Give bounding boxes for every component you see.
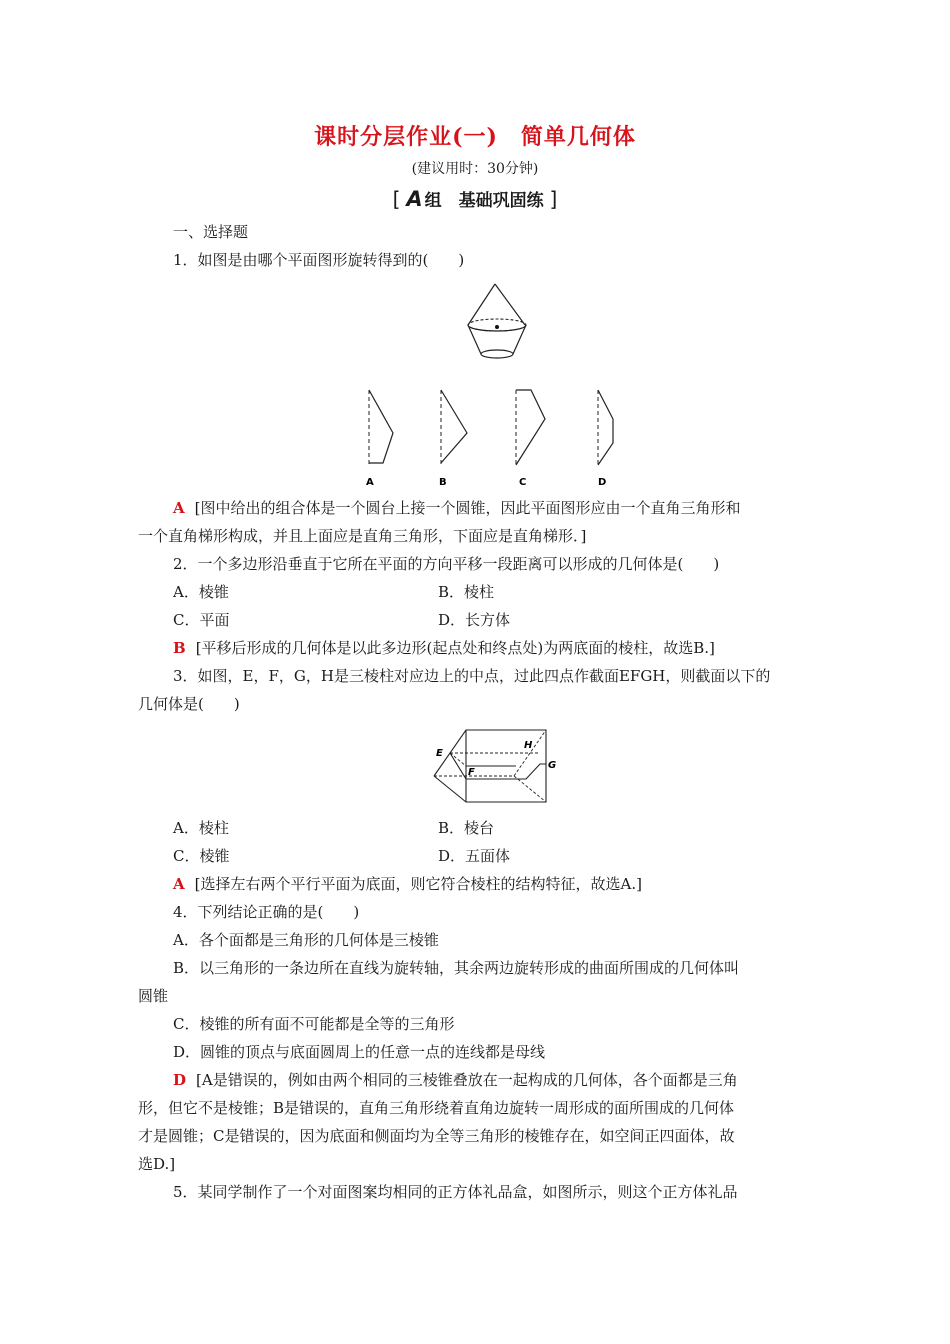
q3-option-c: C．棱锥 [173, 847, 230, 865]
q1-answer: A [173, 499, 185, 517]
q4-option-c: C．棱锥的所有面不可能都是全等的三角形 [173, 1015, 455, 1033]
q4-answer: D [173, 1071, 187, 1089]
q1-solid-figure [462, 282, 532, 366]
group-heading [0, 186, 950, 211]
q2-option-a: A．棱锥 [173, 583, 229, 601]
q4-explain-line-2: 形，但它不是棱锥；B是错误的，直角三角形绕着直角边旋转一周形成的面所围成的几何体 [138, 1099, 735, 1117]
q3-label-e: E [436, 748, 443, 759]
group-label: 组 基础巩固练 [424, 191, 544, 211]
q2-option-d: D．长方体 [438, 611, 511, 629]
q2-option-c: C．平面 [173, 611, 230, 629]
q5-stem: 5．某同学制作了一个对面图案均相同的正方体礼品盒，如图所示，则这个正方体礼品 [173, 1183, 738, 1201]
q3-stem-line-1: 3．如图，E，F，G，H是三棱柱对应边上的中点，过此四点作截面EFGH，则截面以下的 [173, 667, 771, 685]
q1-figure-c [516, 390, 545, 488]
q3-label-g: G [548, 760, 557, 771]
q2-option-b: B．棱柱 [438, 583, 495, 601]
q4-option-b-line-2: 圆锥 [138, 987, 169, 1005]
q1-figure-d [598, 390, 613, 488]
q3-answer: A [173, 875, 185, 893]
section-heading: 一、选择题 [173, 223, 249, 241]
q4-option-b-line-1: B．以三角形的一条边所在直线为旋转轴，其余两边旋转形成的曲面所围成的几何体叫 [173, 959, 740, 977]
q1-figure-a [366, 390, 393, 488]
q3-stem-line-2: 几何体是( ) [138, 695, 240, 713]
q2-explain: B [平移后形成的几何体是以此多边形(起点处和终点处)为两底面的棱柱，故选B.] [173, 639, 715, 657]
q2-answer: B [173, 639, 186, 657]
q2-stem: 2．一个多边形沿垂直于它所在平面的方向平移一段距离可以形成的几何体是( ) [173, 555, 720, 573]
bracket-right: ] [549, 187, 558, 211]
q3-explain: A [选择左右两个平行平面为底面，则它符合棱柱的结构特征，故选A.] [173, 875, 642, 893]
q3-option-b: B．棱台 [438, 819, 495, 837]
bracket-left: [ [392, 187, 401, 211]
q4-explain-line-3: 才是圆锥；C是错误的，因为底面和侧面均为全等三角形的棱锥存在，如空间正四面体，故 [138, 1127, 735, 1145]
q4-stem: 4．下列结论正确的是( ) [173, 903, 360, 921]
q3-option-d: D．五面体 [438, 847, 511, 865]
q1-options-figure [355, 385, 615, 493]
q4-explain-line-4: 选D.] [138, 1155, 176, 1173]
q1-explain-line-1: A [图中给出的组合体是一个圆台上接一个圆锥，因此平面图形应由一个直角三角形和 [173, 499, 741, 517]
q4-explain-line-1: D [A是错误的，例如由两个相同的三棱锥叠放在一起构成的几何体，各个面都是三角 [173, 1071, 738, 1089]
q4-option-a: A．各个面都是三角形的几何体是三棱锥 [173, 931, 439, 949]
q1-figure-b [439, 390, 467, 488]
q1-figure-label-d: D [598, 477, 607, 488]
q1-stem: 1．如图是由哪个平面图形旋转得到的( ) [173, 251, 465, 269]
q1-figure-label-b: B [439, 477, 447, 488]
time-hint: (建议用时：30分钟) [411, 161, 539, 177]
q3-option-a: A．棱柱 [173, 819, 229, 837]
q1-explain-line-2: 一个直角梯形构成，并且上面应是直角三角形，下面应是直角梯形．] [138, 527, 587, 545]
page-title: 课时分层作业(一) 简单几何体 [314, 124, 636, 150]
q3-prism-figure [430, 724, 562, 810]
group-letter: A [406, 187, 423, 211]
q1-figure-label-c: C [519, 477, 527, 488]
q3-label-f: F [468, 767, 475, 778]
q1-figure-label-a: A [366, 477, 374, 488]
q4-option-d: D．圆锥的顶点与底面圆周上的任意一点的连线都是母线 [173, 1043, 546, 1061]
q3-label-h: H [524, 740, 533, 751]
